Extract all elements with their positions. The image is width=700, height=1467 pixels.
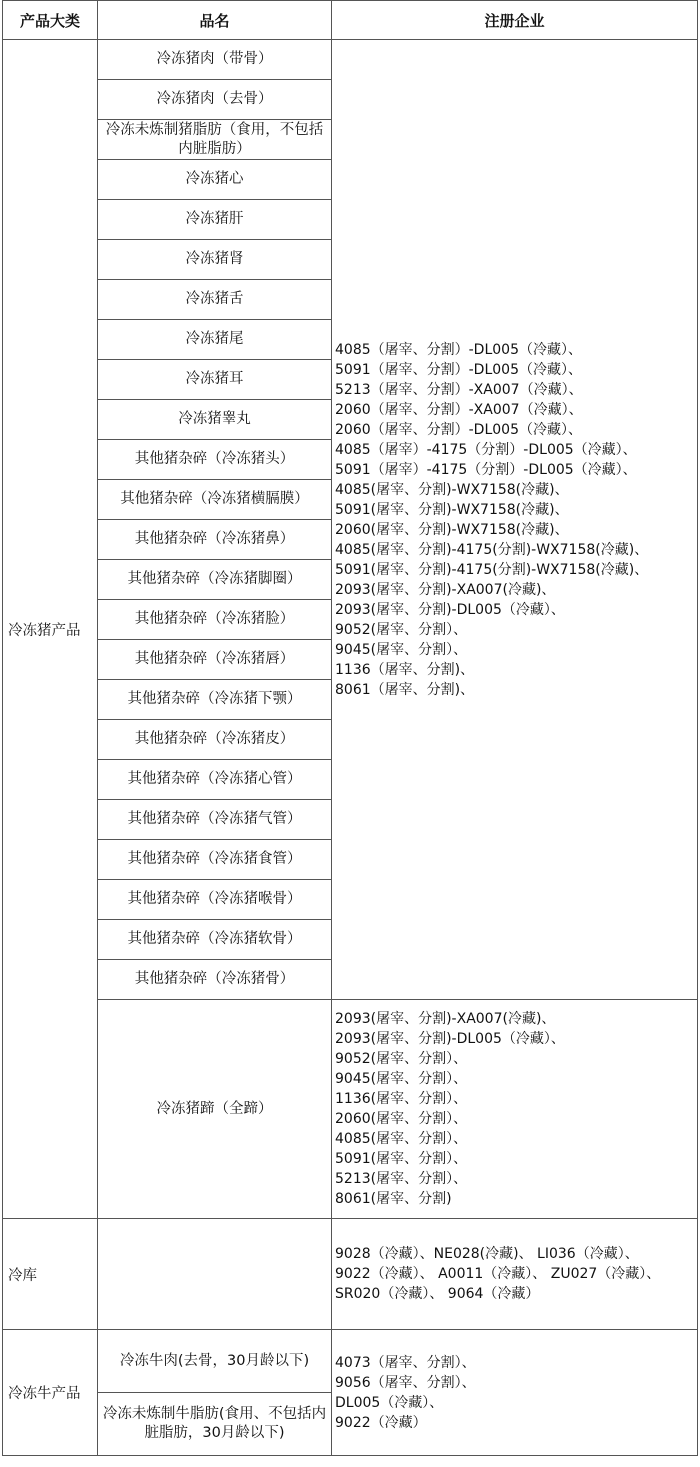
enterprise-entry: 4085（屠宰）-4175（分割）-DL005（冷藏）、 [335,441,637,458]
enterprise-entry: 9022（冷藏） [335,1414,427,1431]
product-name-cell: 冷冻猪肉（带骨） [98,40,332,80]
enterprise-entry: 5213(屠宰、分割）、 [335,1171,468,1187]
product-name-cell: 冷冻猪尾 [98,320,332,360]
enterprise-list-pork [332,40,698,1000]
enterprise-entry: 1136(屠宰、分割）、 [335,1091,468,1107]
enterprise-entry: SR020（冷藏）、 9064（冷藏） [335,1286,540,1302]
enterprise-entry: 2060(屠宰、分割）、 [335,1111,468,1127]
enterprise-entry: 2060（屠宰、分割）-XA007（冷藏）、 [335,401,583,418]
enterprise-entry: 4073（屠宰、分割）、 [335,1354,476,1371]
enterprise-entry: 9028（冷藏）、NE028(冷藏)、 LI036（冷藏）、 [335,1246,639,1262]
enterprise-entry: 2060（屠宰、分割）-DL005（冷藏）、 [335,421,582,438]
product-name-cell: 冷冻猪肝 [98,200,332,240]
category-cell-pork: 冷冻猪产品 [3,40,98,1219]
enterprise-entry: 9045(屠宰、分割）、 [335,641,468,658]
product-name-cell: 冷冻猪蹄（全蹄） [98,1000,332,1219]
product-name-cell: 其他猪杂碎（冷冻猪气管） [98,800,332,840]
enterprise-entry: 2093(屠宰、分割)-DL005（冷藏）、 [335,1031,565,1047]
table-row [3,1219,698,1330]
enterprise-entry: 5091(屠宰、分割）、 [335,1151,468,1167]
product-name-cell: 其他猪杂碎（冷冻猪心管） [98,760,332,800]
product-name-cell: 其他猪杂碎（冷冻猪鼻） [98,520,332,560]
table-row [3,1330,698,1393]
product-name-cell: 其他猪杂碎（冷冻猪皮） [98,720,332,760]
enterprise-entry: 2093(屠宰、分割)-XA007(冷藏)、 [335,581,556,598]
header-category: 产品大类 [3,1,98,40]
enterprise-entry: 8061（屠宰、分割)、 [335,681,475,698]
category-cell-beef: 冷冻牛产品 [3,1330,98,1456]
enterprise-entry: 4085(屠宰、分割)-WX7158(冷藏)、 [335,481,569,498]
enterprise-entry: 8061(屠宰、分割) [335,1191,452,1207]
product-name-cell: 冷冻猪睾丸 [98,400,332,440]
enterprise-entry: 1136（屠宰、分割)、 [335,661,475,678]
header-row [3,1,698,40]
product-name-cell: 其他猪杂碎（冷冻猪喉骨） [98,880,332,920]
product-name-cell: 冷冻猪舌 [98,280,332,320]
enterprise-registry-table [2,0,698,1456]
product-name-cell: 冷冻未炼制牛脂肪(食用、不包括内脏脂肪，30月龄以下) [98,1393,332,1456]
product-name-cell: 其他猪杂碎（冷冻猪脸） [98,600,332,640]
enterprise-entry: 9045(屠宰、分割）、 [335,1071,468,1087]
enterprise-entry: 5091(屠宰、分割)-WX7158(冷藏)、 [335,501,569,518]
enterprise-entry: 9022（冷藏）、 A0011（冷藏）、 ZU027（冷藏）、 [335,1266,661,1282]
product-name-cell: 其他猪杂碎（冷冻猪脚圈） [98,560,332,600]
enterprise-entry: 4085（屠宰、分割）-DL005（冷藏）、 [335,341,582,358]
product-name-cell: 冷冻未炼制猪脂肪（食用，不包括内脏脂肪） [98,120,332,160]
category-cell-cold-storage: 冷库 [3,1219,98,1330]
enterprise-entry: DL005（冷藏）、 [335,1394,444,1411]
enterprise-entry: 9056（屠宰、分割）、 [335,1374,476,1391]
table-row [3,40,698,80]
enterprise-entry: 5213（屠宰、分割）-XA007（冷藏）、 [335,381,583,398]
enterprise-list-trotter [332,1000,698,1219]
header-enterprises: 注册企业 [332,1,698,40]
enterprise-entry: 2093(屠宰、分割)-XA007(冷藏)、 [335,1011,556,1027]
enterprise-entry: 2093(屠宰、分割)-DL005（冷藏）、 [335,601,565,618]
product-name-cell: 冷冻猪心 [98,160,332,200]
product-name-cell: 其他猪杂碎（冷冻猪骨） [98,960,332,1000]
product-name-cell: 冷冻猪耳 [98,360,332,400]
header-product-name: 品名 [98,1,332,40]
table-row [3,1000,698,1219]
enterprise-entry: 4085(屠宰、分割）、 [335,1131,468,1147]
product-name-cell: 其他猪杂碎（冷冻猪横膈膜） [98,480,332,520]
product-name-cell [98,1219,332,1330]
enterprise-entry: 4085(屠宰、分割)-4175(分割)-WX7158(冷藏)、 [335,541,649,558]
product-name-cell: 其他猪杂碎（冷冻猪唇） [98,640,332,680]
enterprise-list-beef [332,1330,698,1456]
product-name-cell: 冷冻牛肉(去骨，30月龄以下) [98,1330,332,1393]
product-name-cell: 冷冻猪肾 [98,240,332,280]
enterprise-entry: 5091（屠宰）-4175（分割）-DL005（冷藏）、 [335,461,637,478]
product-name-cell: 其他猪杂碎（冷冻猪食管） [98,840,332,880]
product-name-cell: 冷冻猪肉（去骨） [98,80,332,120]
enterprise-entry: 9052(屠宰、分割）、 [335,621,468,638]
enterprise-list-cold-storage [332,1219,698,1330]
enterprise-entry: 9052(屠宰、分割）、 [335,1051,468,1067]
enterprise-entry: 2060(屠宰、分割)-WX7158(冷藏)、 [335,521,569,538]
product-name-cell: 其他猪杂碎（冷冻猪软骨） [98,920,332,960]
enterprise-entry: 5091（屠宰、分割）-DL005（冷藏）、 [335,361,582,378]
product-name-cell: 其他猪杂碎（冷冻猪头） [98,440,332,480]
enterprise-entry: 5091(屠宰、分割)-4175(分割)-WX7158(冷藏)、 [335,561,649,578]
product-name-cell: 其他猪杂碎（冷冻猪下颚） [98,680,332,720]
